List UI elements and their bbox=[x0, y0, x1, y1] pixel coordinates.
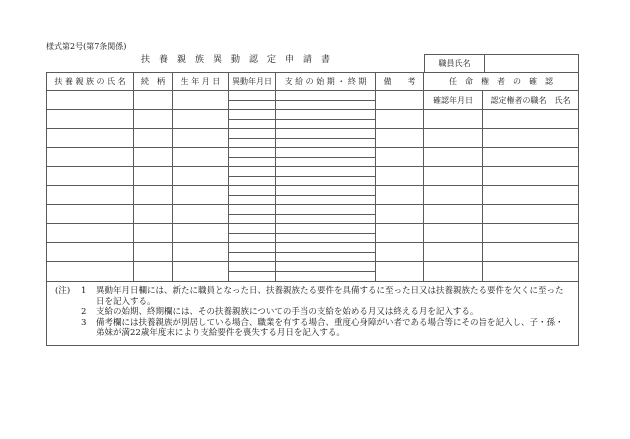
relationship-cell bbox=[134, 129, 173, 148]
payment-period-cell bbox=[276, 215, 376, 225]
change-date-cell bbox=[229, 139, 276, 149]
certifier-cell bbox=[483, 129, 578, 148]
dependent-name-cell bbox=[47, 167, 134, 186]
birth-date-cell bbox=[173, 224, 229, 243]
staff-name-label: 職員氏名 bbox=[425, 55, 485, 72]
remarks-cell bbox=[376, 243, 424, 262]
payment-period-cell bbox=[276, 110, 376, 120]
notes-inner bbox=[47, 282, 578, 345]
relationship-cell bbox=[134, 205, 173, 224]
dependent-name-cell bbox=[47, 110, 134, 129]
change-date-cell bbox=[229, 205, 276, 215]
header-remarks: 備 考 bbox=[376, 73, 424, 91]
confirmation-date-cell bbox=[424, 148, 483, 167]
header-payment-period: 支 給 の 始 期 ・ 終 期 bbox=[276, 73, 376, 91]
payment-period-cell bbox=[276, 139, 376, 149]
payment-period-cell bbox=[276, 186, 376, 196]
change-date-cell bbox=[229, 167, 276, 177]
relationship-cell bbox=[134, 91, 173, 110]
remarks-cell bbox=[376, 262, 424, 281]
change-date-cell bbox=[229, 101, 276, 111]
change-date-cell bbox=[229, 158, 276, 168]
change-date-cell bbox=[229, 110, 276, 120]
note-number: 3 bbox=[81, 317, 87, 328]
dependent-name-cell bbox=[47, 91, 134, 110]
remarks-cell bbox=[376, 148, 424, 167]
change-date-cell bbox=[229, 234, 276, 244]
change-date-cell bbox=[229, 243, 276, 253]
change-date-cell bbox=[229, 253, 276, 263]
relationship-cell bbox=[134, 243, 173, 262]
dependent-name-cell bbox=[47, 224, 134, 243]
birth-date-cell bbox=[173, 110, 229, 129]
change-date-cell bbox=[229, 177, 276, 187]
confirmation-date-cell bbox=[424, 243, 483, 262]
change-date-cell bbox=[229, 120, 276, 130]
change-date-cell bbox=[229, 148, 276, 158]
certifier-cell bbox=[483, 167, 578, 186]
dependent-name-cell bbox=[47, 148, 134, 167]
birth-date-cell bbox=[173, 243, 229, 262]
note-item bbox=[81, 286, 570, 307]
relationship-cell bbox=[134, 148, 173, 167]
dependent-name-cell bbox=[47, 186, 134, 205]
note-number: 1 bbox=[81, 286, 87, 296]
remarks-cell bbox=[376, 129, 424, 148]
remarks-cell bbox=[376, 205, 424, 224]
header-certifier-title-name: 認定権者の職名 氏名 bbox=[483, 91, 578, 110]
notes-box bbox=[46, 282, 579, 346]
header-relationship: 続 柄 bbox=[134, 73, 173, 91]
change-date-cell bbox=[229, 215, 276, 225]
birth-date-cell bbox=[173, 262, 229, 281]
note-text: 備考欄には扶養親族が別居している場合、職業を有する場合、重度心身障がい者である場合等にその旨を記入し、子・孫・弟妹が満22歳年度末により支給要件を喪失する月日を記入する。 bbox=[96, 317, 564, 338]
change-date-cell bbox=[229, 186, 276, 196]
main-table bbox=[46, 72, 579, 282]
certifier-cell bbox=[483, 243, 578, 262]
staff-name-value bbox=[485, 55, 578, 72]
payment-period-cell bbox=[276, 205, 376, 215]
header-dependent-name: 扶 養 親 族 の 氏 名 bbox=[47, 73, 134, 91]
payment-period-cell bbox=[276, 177, 376, 187]
birth-date-cell bbox=[173, 167, 229, 186]
payment-period-cell bbox=[276, 148, 376, 158]
change-date-cell bbox=[229, 262, 276, 272]
relationship-cell bbox=[134, 110, 173, 129]
note-text: 異動年月日欄には、新たに職員となった日、扶養親族たる要件を具備するに至った日又は扶養親族たる要件を欠くに至った日を記入する。 bbox=[96, 286, 564, 307]
confirmation-date-cell bbox=[424, 262, 483, 281]
dependent-name-cell bbox=[47, 129, 134, 148]
payment-period-cell bbox=[276, 262, 376, 272]
certifier-cell bbox=[483, 186, 578, 205]
payment-period-cell bbox=[276, 253, 376, 263]
birth-date-cell bbox=[173, 205, 229, 224]
dependent-name-cell bbox=[47, 205, 134, 224]
payment-period-cell bbox=[276, 101, 376, 111]
remarks-cell bbox=[376, 186, 424, 205]
header-change-date: 異動年月日 bbox=[229, 73, 276, 91]
certifier-cell bbox=[483, 224, 578, 243]
remarks-cell bbox=[376, 224, 424, 243]
notes-items bbox=[81, 286, 570, 339]
confirmation-date-cell bbox=[424, 224, 483, 243]
certifier-cell bbox=[483, 148, 578, 167]
relationship-cell bbox=[134, 262, 173, 281]
relationship-cell bbox=[134, 186, 173, 205]
change-date-cell bbox=[229, 272, 276, 282]
payment-period-cell bbox=[276, 129, 376, 139]
relationship-cell bbox=[134, 224, 173, 243]
birth-date-cell bbox=[173, 129, 229, 148]
header-birth-date: 生 年 月 日 bbox=[173, 73, 229, 91]
change-date-cell bbox=[229, 196, 276, 206]
birth-date-cell bbox=[173, 148, 229, 167]
payment-period-cell bbox=[276, 158, 376, 168]
note-item bbox=[81, 307, 570, 318]
payment-period-cell bbox=[276, 272, 376, 282]
header-confirmation-date: 確認年月日 bbox=[424, 91, 483, 110]
note-text: 支給の始期、終期欄には、その扶養親族についての手当の支給を始める月又は終える月を記入する。 bbox=[96, 307, 479, 317]
note-item bbox=[81, 318, 570, 339]
staff-name-box bbox=[424, 54, 579, 73]
note-number: 2 bbox=[81, 307, 87, 317]
payment-period-cell bbox=[276, 91, 376, 101]
header-appointer-confirmation: 任 命 権 者 の 確 認 bbox=[424, 73, 578, 91]
certifier-cell bbox=[483, 110, 578, 129]
payment-period-cell bbox=[276, 224, 376, 234]
payment-period-cell bbox=[276, 196, 376, 206]
relationship-cell bbox=[134, 167, 173, 186]
payment-period-cell bbox=[276, 167, 376, 177]
payment-period-cell bbox=[276, 234, 376, 244]
payment-period-cell bbox=[276, 243, 376, 253]
change-date-cell bbox=[229, 91, 276, 101]
birth-date-cell bbox=[173, 186, 229, 205]
confirmation-date-cell bbox=[424, 167, 483, 186]
dependent-name-cell bbox=[47, 262, 134, 281]
confirmation-date-cell bbox=[424, 129, 483, 148]
dependent-name-cell bbox=[47, 243, 134, 262]
remarks-cell bbox=[376, 167, 424, 186]
payment-period-cell bbox=[276, 120, 376, 130]
form-number: 様式第2号(第7条関係) bbox=[46, 42, 127, 51]
birth-date-cell bbox=[173, 91, 229, 110]
remarks-cell bbox=[376, 110, 424, 129]
notes-prefix: (注) bbox=[55, 286, 71, 296]
confirmation-date-cell bbox=[424, 186, 483, 205]
form-title: 扶 養 親 族 異 動 認 定 申 請 書 bbox=[140, 55, 330, 65]
change-date-cell bbox=[229, 129, 276, 139]
confirmation-date-cell bbox=[424, 110, 483, 129]
certifier-cell bbox=[483, 262, 578, 281]
remarks-cell bbox=[376, 91, 424, 110]
change-date-cell bbox=[229, 224, 276, 234]
certifier-cell bbox=[483, 205, 578, 224]
confirmation-date-cell bbox=[424, 205, 483, 224]
